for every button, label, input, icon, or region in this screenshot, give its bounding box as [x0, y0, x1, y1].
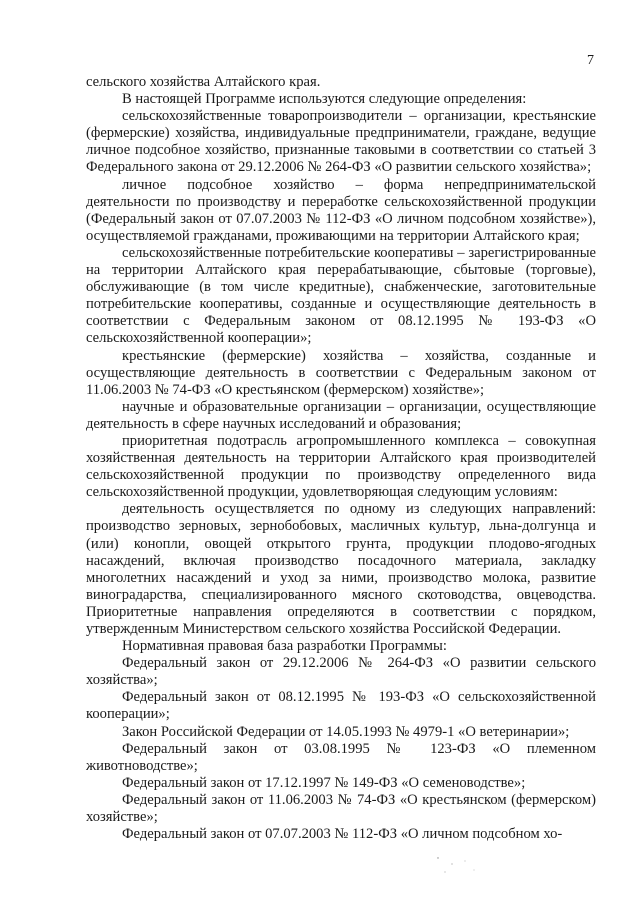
paragraph-definitions-intro: В настоящей Программе используются следующие определения:: [122, 91, 527, 108]
paragraph-definition-producers: сельскохозяйственные товаропроизводители – организации, крестьянские (фермерские) хозяйства, индивидуальные предприниматели, граждане, ведущие личное подсобное хозяйство, признанные таковыми в соответствии со статьей 3 Федерального закона от 29.12.2006 № 264-ФЗ «О развитии сельского хозяйства»;: [86, 108, 596, 176]
paragraph-legal-basis-heading: Нормативная правовая база разработки Программы:: [122, 638, 447, 655]
paragraph-law-4979: Закон Российской Федерации от 14.05.1993 № 4979-1 «О ветеринарии»;: [122, 723, 570, 740]
document-body: [86, 74, 596, 843]
paragraph-law-112: Федеральный закон от 07.07.2003 № 112-ФЗ «О личном подсобном хо-: [122, 826, 563, 843]
paragraph-continuation: сельского хозяйства Алтайского края.: [86, 74, 321, 90]
paragraph-definition-cooperatives: сельскохозяйственные потребительские кооперативы – зарегистрированные на территории Алтайского края перерабатывающие, сбытовые (торговые), обслуживающие (в том числе кредитные), снабженческие, заготовительные потребительские кооперативы, созданные и осуществляющие деятельность в соответствии с Федеральным законом от 08.12.1995 № 193-ФЗ «О сельскохозяйственной кооперации»;: [86, 244, 596, 347]
paragraph-law-149: Федеральный закон от 17.12.1997 № 149-ФЗ «О семеноводстве»;: [122, 774, 526, 791]
paragraph-definition-peasant-farms: крестьянские (фермерские) хозяйства – хозяйства, созданные и осуществляющие деятельность в соответствии с Федеральным законом от 11.06.2003 № 74-ФЗ «О крестьянском (фермерском) хозяйстве»;: [86, 347, 596, 398]
paragraph-law-193: Федеральный закон от 08.12.1995 № 193-ФЗ «О сельскохозяйственной кооперации»;: [86, 689, 596, 723]
paragraph-definition-priority-subsector: приоритетная подотрасль агропромышленного комплекса – совокупная хозяйственная деятельность на территории Алтайского края производителей сельскохозяйственной продукции по производству определенного вида сельскохозяйственной продукции, удовлетворяющая следующим условиям:: [86, 432, 596, 501]
paragraph-definition-personal-farm: личное подсобное хозяйство – форма непредпринимательской деятельности по производству и переработке сельскохозяйственной продукции (Федеральный закон от 07.07.2003 № 112-ФЗ «О личном подсобном хозяйстве»), осуществляемой гражданами, проживающими на территории Алтайского края;: [86, 176, 596, 244]
scan-noise-specks: [430, 852, 490, 882]
paragraph-law-264: Федеральный закон от 29.12.2006 № 264-ФЗ «О развитии сельского хозяйства»;: [86, 655, 596, 689]
paragraph-law-74: Федеральный закон от 11.06.2003 № 74-ФЗ «О крестьянском (фермерском) хозяйстве»;: [86, 791, 596, 826]
paragraph-definition-science-orgs: научные и образовательные организации – организации, осуществляющие деятельность в сфере научных исследований и образования;: [86, 398, 596, 432]
page-number: 7: [587, 53, 594, 68]
paragraph-activity-directions: деятельность осуществляется по одному из следующих направлений: производство зерновых, зернобобовых, масличных культур, льна-долгунца и (или) конопли, овощей открытого грунта, продукции плодово-ягодных насаждений, включая производство посадочного материала, закладку многолетних насаждений и уход за ними, производство молока, развитие виноградарства, специализированного мясного скотоводства, овцеводства. Приоритетные направления определяются в соответствии с порядком, утвержденным Министерством сельского хозяйства Российской Федерации.: [86, 501, 596, 637]
paragraph-law-123: Федеральный закон от 03.08.1995 № 123-ФЗ «О племенном животноводстве»;: [86, 740, 596, 774]
